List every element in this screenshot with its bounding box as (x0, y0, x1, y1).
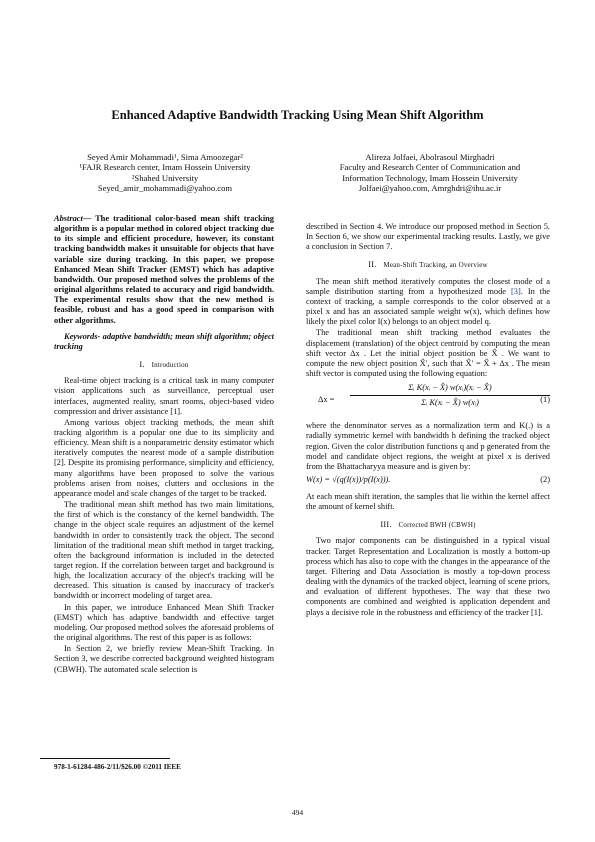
section-number: III. (380, 520, 392, 530)
paragraph: At each mean shift iteration, the samples that lie within the kernel affect the amount of kernel shift. (306, 491, 550, 512)
equation-numerator: Σᵢ K(xᵢ − X̂) w(xᵢ)(xᵢ − X̂) (350, 383, 550, 396)
abstract (54, 214, 274, 326)
paragraph: Real-time object tracking is a critical task in many computer vision applications such as surveillance, perceptual user interfaces, augmented reality, smart rooms, object-based video compression and driver assistance [1]. (54, 376, 274, 416)
paragraph (306, 277, 550, 328)
equation-fraction (350, 383, 550, 408)
section-heading-mean-shift (306, 260, 550, 270)
paragraph: The traditional mean shift method has two main limitations, the first of which is the constancy of the kernel bandwidth. The change in the object scale requires an adjustment of the kernel bandwidth in order to consistently track the object. The second limitation of the traditional mean shift method in target tracking, often the background information is included in the detected target region. If the correlation between target and background is high, the localization accuracy of the object's tracking will be decreased. This situation is caused by inaccuracy of tracker's bandwidth or incorrect modeling of target area. (54, 500, 274, 601)
section-title: Mean-Shift Tracking, an Overview (383, 261, 488, 270)
keywords: Keywords- adaptive bandwidth; mean shift algorithm; object tracking (54, 331, 274, 351)
paragraph-text: . In the context of tracking, a sample corresponds to the color observed at a pixel x and has an associated sample weight w(x), which defines how likely the pixel color I(x) belongs to an object model q. (306, 286, 550, 327)
section-title: Corrected BWH (CBWH) (398, 521, 476, 530)
abstract-label: Abstract— (54, 214, 92, 223)
section-number: II. (368, 260, 377, 270)
equation-1 (306, 383, 550, 417)
page-number: 494 (291, 808, 304, 817)
paragraph: described in Section 4. We introduce our proposed method in Section 5. In Section 6, we show our experimental tracking results. Lastly, we give a conclusion in Section 7. (306, 222, 550, 252)
author-names-right: Alireza Jolfaei, Abolrasoul Mirghadri (365, 152, 495, 162)
equation-number: (1) (540, 395, 550, 405)
author-affiliation-2-left: ²Shahed University (131, 172, 199, 183)
paragraph: In this paper, we introduce Enhanced Mean Shift Tracker (EMST) which has adaptive bandwidth and effective target modeling. Our proposed method solves the aforesaid problems of the original algorithms. The rest of this paper is as follows: (54, 602, 274, 643)
paragraph-text: The mean shift method iteratively computes the closest mode of a sample distribution starting from a hypothesized mode (306, 276, 550, 296)
paragraph: Two major components can be distinguished in a typical visual tracker. Target Representation and Localization is mostly a bottom-up process which has also to cope with the changes in the appearance of the target. Filtering and Data Association is mostly a top-down process dealing with the dynamics of the tracked object, learning of scene priors, and evaluation of different hypotheses. The way that these two components are combined and weighted is application dependent and plays a decisive role in the robustness and efficiency of the tracker [1]. (306, 536, 550, 617)
author-names-left: Seyed Amir Mohammadi¹, Sima Amoozegar² (87, 152, 243, 162)
citation-link[interactable]: [3] (511, 286, 521, 296)
equation-body: W(x) = √(q(I(x))/p(I(x))). (306, 474, 391, 484)
author-block-right (305, 152, 555, 194)
paper-title: Enhanced Adaptive Bandwidth Tracking Using Mean Shift Algorithm (111, 108, 484, 122)
equation-number: (2) (540, 474, 550, 484)
footnote-divider (40, 758, 170, 759)
author-affiliation-1-left: ¹FAJR Research center, Imam Hossein University (79, 162, 251, 173)
equation-denominator: Σᵢ K(xᵢ − X̂) w(xᵢ) (421, 398, 479, 408)
paragraph: The traditional mean shift tracking method evaluates the displacement (translation) of the object centroid by computing the mean shift vector Δx . Let the initial object position be X̂ . We want to compute the new object position X̂′, such that X̂′ = X̂ + Δx . The mean shift vector is computed using the following equation: (306, 328, 550, 379)
author-affiliation-2-right: Information Technology, Imam Hossein University (342, 172, 518, 183)
paragraph: In Section 2, we briefly review Mean-Shift Tracking. In Section 3, we describe corrected background weighted histogram (CBWH). The automated scale selection is (54, 644, 274, 674)
paragraph: Among various object tracking methods, the mean shift tracking algorithm is a popular one due to its simplicity and efficiency. Mean shift is a nonparametric density estimator which iteratively computes the nearest mode of a sample distribution [2]. Despite its promising performance, simplicity and efficiency, many algorithms have been proposed to solve the various problems arisen from noises, clutters and occlusions in the appearance model and scale changes of the target to be tracked. (54, 417, 274, 498)
author-email-left: Seyed_amir_mohammadi@yahoo.com (97, 183, 233, 194)
author-affiliation-1-right: Faculty and Research Center of Communication and (339, 162, 521, 173)
section-heading-introduction (54, 360, 274, 370)
left-column (54, 214, 274, 676)
section-number: I. (139, 360, 145, 370)
paragraph: where the denominator serves as a normalization term and K(.) is a radially symmetric kernel with bandwidth h defining the tracked object region. Given the color distribution functions q and p generated from the model and candidate object regions, the weight at pixel x is derived from the Bhattacharyya measure and is given by: (306, 421, 550, 471)
equation-lhs: Δx = (318, 395, 335, 405)
section-heading-cbwh (306, 520, 550, 530)
copyright-notice: 978-1-61284-486-2/11/$26.00 ©2011 IEEE (54, 763, 181, 771)
author-block-left (40, 152, 290, 194)
abstract-text: The traditional color-based mean shift tracking algorithm is a popular method in colored object tracking due to its simple and efficient procedure, however, its constant tracking bandwidth makes it unsuitable for objects that have variable size during tracking. In this paper, we propose Enhanced Mean Shift Tracker (EMST) which has adaptive bandwidth. Our proposed method solves the problems of the original algorithms related to accuracy and rigid bandwidth. The experimental results show that the new method is feasible, robust and has a good speed in comparison with other algorithms. (54, 214, 274, 325)
right-column (306, 222, 550, 619)
section-title: Introduction (151, 361, 189, 370)
equation-2 (306, 475, 550, 489)
author-email-right: Jolfaei@yahoo.com, Amrghdri@ihu.ac.ir (358, 183, 502, 194)
